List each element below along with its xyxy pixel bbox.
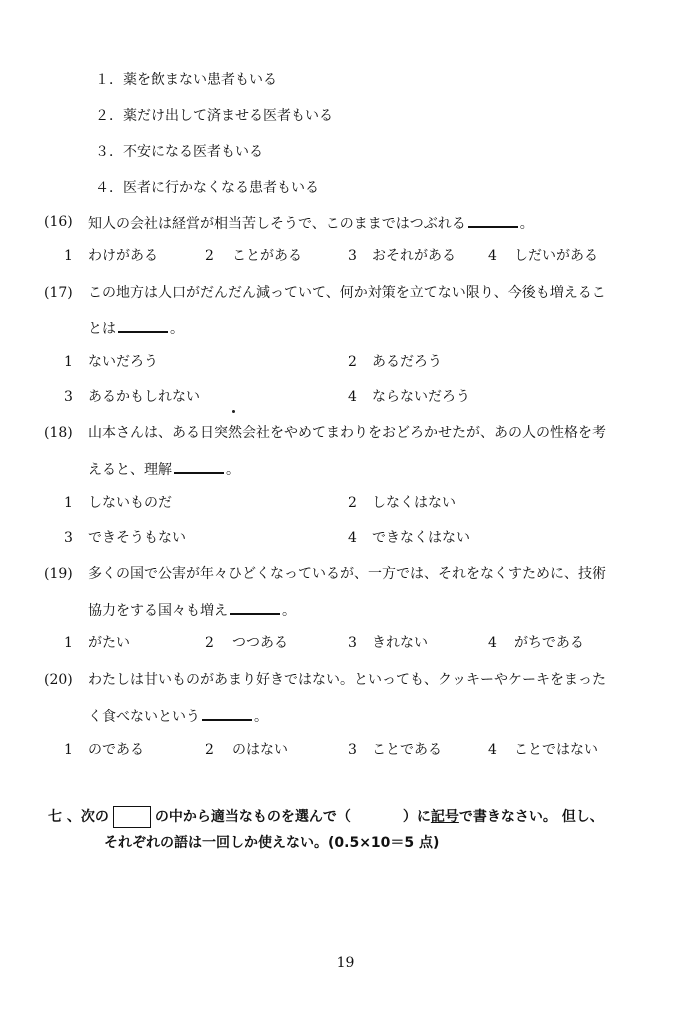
question-20-text-line1: わたしは甘いものがあまり好きではない。といっても、クッキーやケーキをまった bbox=[88, 672, 606, 688]
word-box bbox=[113, 806, 151, 828]
stray-mark bbox=[232, 410, 235, 413]
question-19-number: (19) bbox=[44, 566, 73, 582]
q20-opt3-num: 3 bbox=[348, 742, 357, 758]
question-20-number: (20) bbox=[44, 672, 73, 688]
prev-option-2: ２．薬だけ出して済ませる医者もいる bbox=[95, 108, 333, 124]
q20-opt1-text: のである bbox=[88, 742, 144, 758]
q17-opt2-text: あるだろう bbox=[372, 354, 442, 370]
q17-opt4-text: ならないだろう bbox=[372, 389, 470, 405]
question-19-text-line2: 協力をする国々も増え 。 bbox=[88, 599, 296, 621]
answer-blank bbox=[174, 458, 224, 474]
q18-opt1-num: 1 bbox=[64, 495, 73, 511]
q18-opt2-text: しなくはない bbox=[372, 495, 456, 511]
q17-opt1-num: 1 bbox=[64, 354, 73, 370]
q19-opt1-num: 1 bbox=[64, 635, 73, 651]
q17-opt1-text: ないだろう bbox=[88, 354, 158, 370]
q19-opt1-text: がたい bbox=[88, 635, 130, 651]
answer-blank bbox=[230, 599, 280, 615]
section-7-instruction: 七 、次の の中から適当なものを選んで（ ）に記号で書きなさい。 但し、 bbox=[48, 806, 604, 828]
q19-opt4-num: 4 bbox=[488, 635, 497, 651]
underlined-keyword: 記号 bbox=[430, 809, 459, 825]
q17-opt2-num: 2 bbox=[348, 354, 357, 370]
q18-opt4-num: 4 bbox=[348, 530, 357, 546]
q20-opt1-num: 1 bbox=[64, 742, 73, 758]
q16-opt4-text: しだいがある bbox=[514, 248, 598, 264]
question-17-number: (17) bbox=[44, 285, 73, 301]
page-number: 19 bbox=[336, 955, 355, 971]
q16-opt4-num: 4 bbox=[488, 248, 497, 264]
section-7-instruction-line2: それぞれの語は一回しか使えない。(0.5×10＝5 点) bbox=[104, 835, 440, 851]
q20-opt2-text: のはない bbox=[232, 742, 288, 758]
question-16-number: (16) bbox=[44, 214, 73, 230]
q20-opt3-text: ことである bbox=[372, 742, 442, 758]
question-16-text: 知人の会社は経営が相当苦しそうで、このままではつぶれる 。 bbox=[88, 212, 534, 234]
q20-opt4-text: ことではない bbox=[514, 742, 598, 758]
q19-opt2-text: つつある bbox=[232, 635, 288, 651]
q16-opt1-num: 1 bbox=[64, 248, 73, 264]
q18-opt1-text: しないものだ bbox=[88, 495, 172, 511]
q16-opt1-text: わけがある bbox=[88, 248, 158, 264]
question-19-text-line1: 多くの国で公害が年々ひどくなっているが、一方では、それをなくすために、技術 bbox=[88, 566, 606, 582]
q17-opt3-text: あるかもしれない bbox=[88, 389, 200, 405]
q20-opt4-num: 4 bbox=[488, 742, 497, 758]
q19-opt2-num: 2 bbox=[205, 635, 214, 651]
q16-opt2-num: 2 bbox=[205, 248, 214, 264]
question-20-text-line2: く食べないという 。 bbox=[88, 705, 268, 727]
q16-opt3-num: 3 bbox=[348, 248, 357, 264]
prev-option-1: １．薬を飲まない患者もいる bbox=[95, 72, 277, 88]
prev-option-4: ４．医者に行かなくなる患者もいる bbox=[95, 180, 319, 196]
answer-blank bbox=[118, 317, 168, 333]
q17-opt4-num: 4 bbox=[348, 389, 357, 405]
prev-option-3: ３．不安になる医者もいる bbox=[95, 144, 263, 160]
q16-opt3-text: おそれがある bbox=[372, 248, 456, 264]
question-18-text-line2: えると、理解 。 bbox=[88, 458, 240, 480]
question-17-text-line1: この地方は人口がだんだん減っていて、何か対策を立てない限り、今後も増えるこ bbox=[88, 285, 606, 301]
q18-opt3-text: できそうもない bbox=[88, 530, 186, 546]
question-17-text-line2: とは 。 bbox=[88, 317, 184, 339]
q19-opt3-num: 3 bbox=[348, 635, 357, 651]
q19-opt4-text: がちである bbox=[514, 635, 584, 651]
q19-opt3-text: きれない bbox=[372, 635, 428, 651]
q18-opt4-text: できなくはない bbox=[372, 530, 470, 546]
q20-opt2-num: 2 bbox=[205, 742, 214, 758]
answer-blank bbox=[468, 212, 518, 228]
question-18-number: (18) bbox=[44, 425, 73, 441]
q16-opt2-text: ことがある bbox=[232, 248, 302, 264]
q18-opt2-num: 2 bbox=[348, 495, 357, 511]
q18-opt3-num: 3 bbox=[64, 530, 73, 546]
question-18-text-line1: 山本さんは、ある日突然会社をやめてまわりをおどろかせたが、あの人の性格を考 bbox=[88, 425, 606, 441]
section-7-label: 七 、 bbox=[48, 809, 81, 825]
q17-opt3-num: 3 bbox=[64, 389, 73, 405]
answer-blank bbox=[202, 705, 252, 721]
